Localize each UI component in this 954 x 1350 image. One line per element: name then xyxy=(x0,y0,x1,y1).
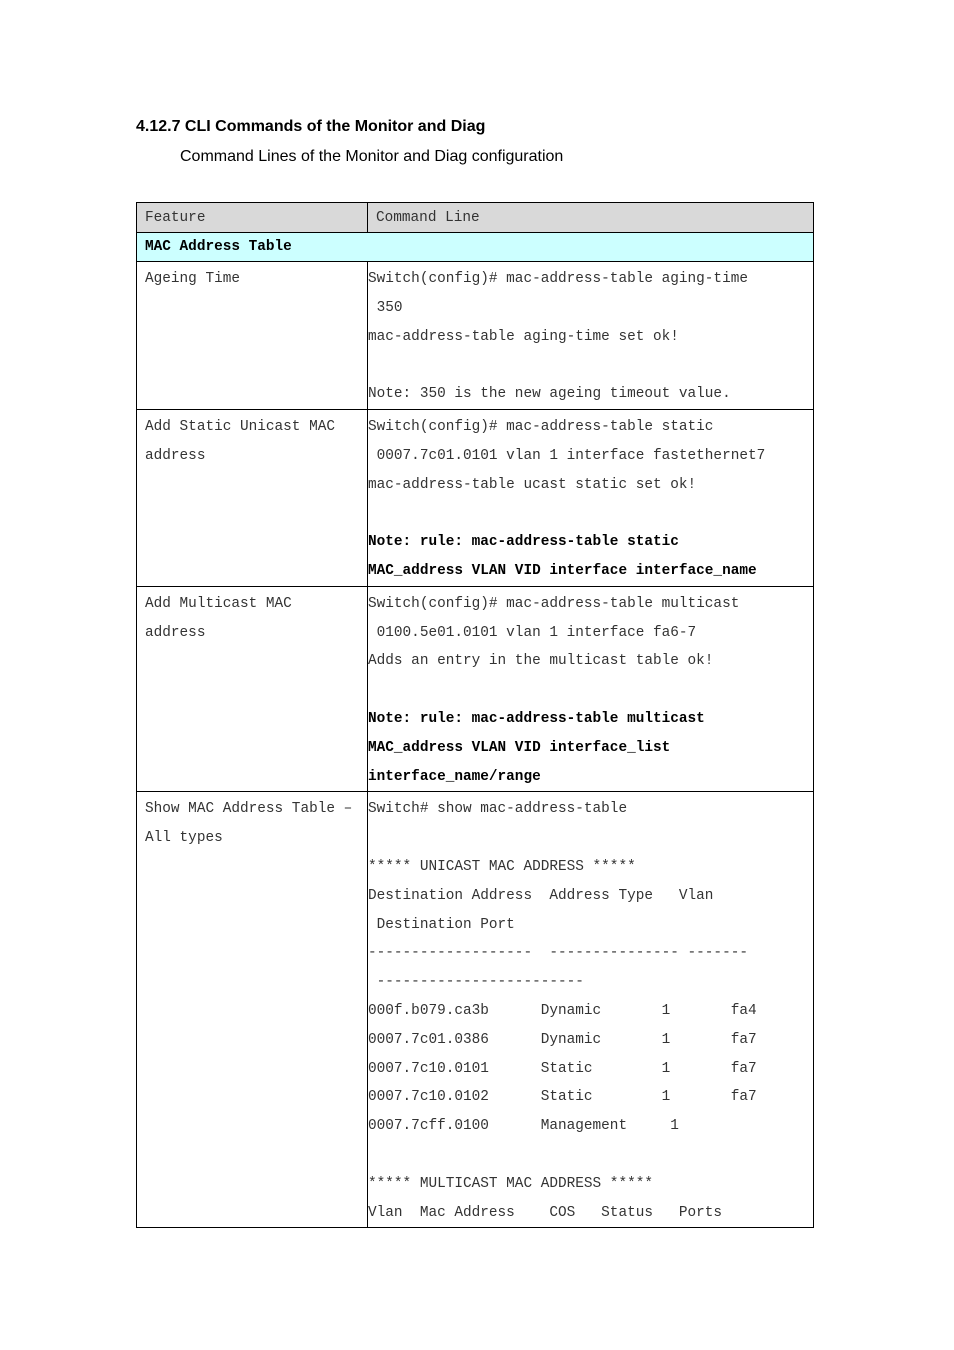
output-section-title: ***** MULTICAST MAC ADDRESS ***** xyxy=(368,1175,653,1192)
feature-label: address xyxy=(145,624,206,641)
table-row xyxy=(137,262,814,410)
command-rule-note: Note: rule: mac-address-table static xyxy=(368,534,679,551)
table-row xyxy=(137,586,814,792)
feature-label: Add Multicast MAC xyxy=(145,595,292,612)
output-section-title: ***** UNICAST MAC ADDRESS ***** xyxy=(368,858,636,875)
header-feature: Feature xyxy=(145,210,206,226)
blank-line xyxy=(368,351,813,380)
feature-label: Show MAC Address Table – xyxy=(145,801,353,818)
command-line: Switch# show mac-address-table xyxy=(368,801,628,818)
feature-label: Ageing Time xyxy=(145,271,240,287)
mac-entry: 0007.7cff.0100 Management 1 xyxy=(368,1118,679,1135)
table-row xyxy=(137,409,814,586)
command-output: mac-address-table aging-time set ok! xyxy=(368,328,679,345)
command-rule-note: MAC_address VLAN VID interface interface_name xyxy=(368,562,757,579)
feature-label: address xyxy=(145,447,206,464)
mac-entry: 000f.b079.ca3b Dynamic 1 fa4 xyxy=(368,1002,757,1019)
output-divider: ------------------- --------------- ------- xyxy=(368,945,748,962)
command-line: Switch(config)# mac-address-table static xyxy=(368,418,714,435)
command-line: Switch(config)# mac-address-table aging-time xyxy=(368,271,748,287)
command-note: Note: 350 is the new ageing timeout value. xyxy=(368,386,731,403)
mac-entry: 0007.7c01.0386 Dynamic 1 fa7 xyxy=(368,1031,757,1048)
feature-label: All types xyxy=(145,830,223,847)
command-line: 0007.7c01.0101 vlan 1 interface fastethernet7 xyxy=(368,447,766,464)
header-command-line: Command Line xyxy=(376,210,480,226)
table-header-row xyxy=(137,203,814,233)
command-line: 350 xyxy=(368,299,403,316)
blank-line xyxy=(368,499,813,528)
group-title: MAC Address Table xyxy=(145,239,292,255)
command-rule-note: MAC_address VLAN VID interface_list xyxy=(368,739,671,756)
feature-label: Add Static Unicast MAC xyxy=(145,418,335,435)
command-output: mac-address-table ucast static set ok! xyxy=(368,476,697,493)
cli-command-table xyxy=(136,202,814,1228)
blank-line xyxy=(368,824,813,853)
section-subtitle: Command Lines of the Monitor and Diag configuration xyxy=(180,148,564,165)
output-column-headers: Destination Address Address Type Vlan xyxy=(368,887,714,904)
section-heading: 4.12.7 CLI Commands of the Monitor and Diag xyxy=(136,118,486,135)
table-row xyxy=(137,792,814,1228)
output-column-headers: Destination Port xyxy=(368,916,515,933)
blank-line xyxy=(368,676,813,705)
command-line: 0100.5e01.0101 vlan 1 interface fa6-7 xyxy=(368,624,697,641)
command-rule-note: Note: rule: mac-address-table multicast xyxy=(368,710,705,727)
mac-entry: 0007.7c10.0101 Static 1 fa7 xyxy=(368,1060,757,1077)
command-line: Switch(config)# mac-address-table multicast xyxy=(368,595,740,612)
output-column-headers: Vlan Mac Address COS Status Ports xyxy=(368,1204,723,1221)
command-output: Adds an entry in the multicast table ok! xyxy=(368,653,714,670)
output-divider: ------------------------ xyxy=(368,974,584,991)
blank-line xyxy=(368,1141,813,1170)
mac-entry: 0007.7c10.0102 Static 1 fa7 xyxy=(368,1089,757,1106)
group-row xyxy=(137,233,814,262)
command-rule-note: interface_name/range xyxy=(368,768,541,785)
